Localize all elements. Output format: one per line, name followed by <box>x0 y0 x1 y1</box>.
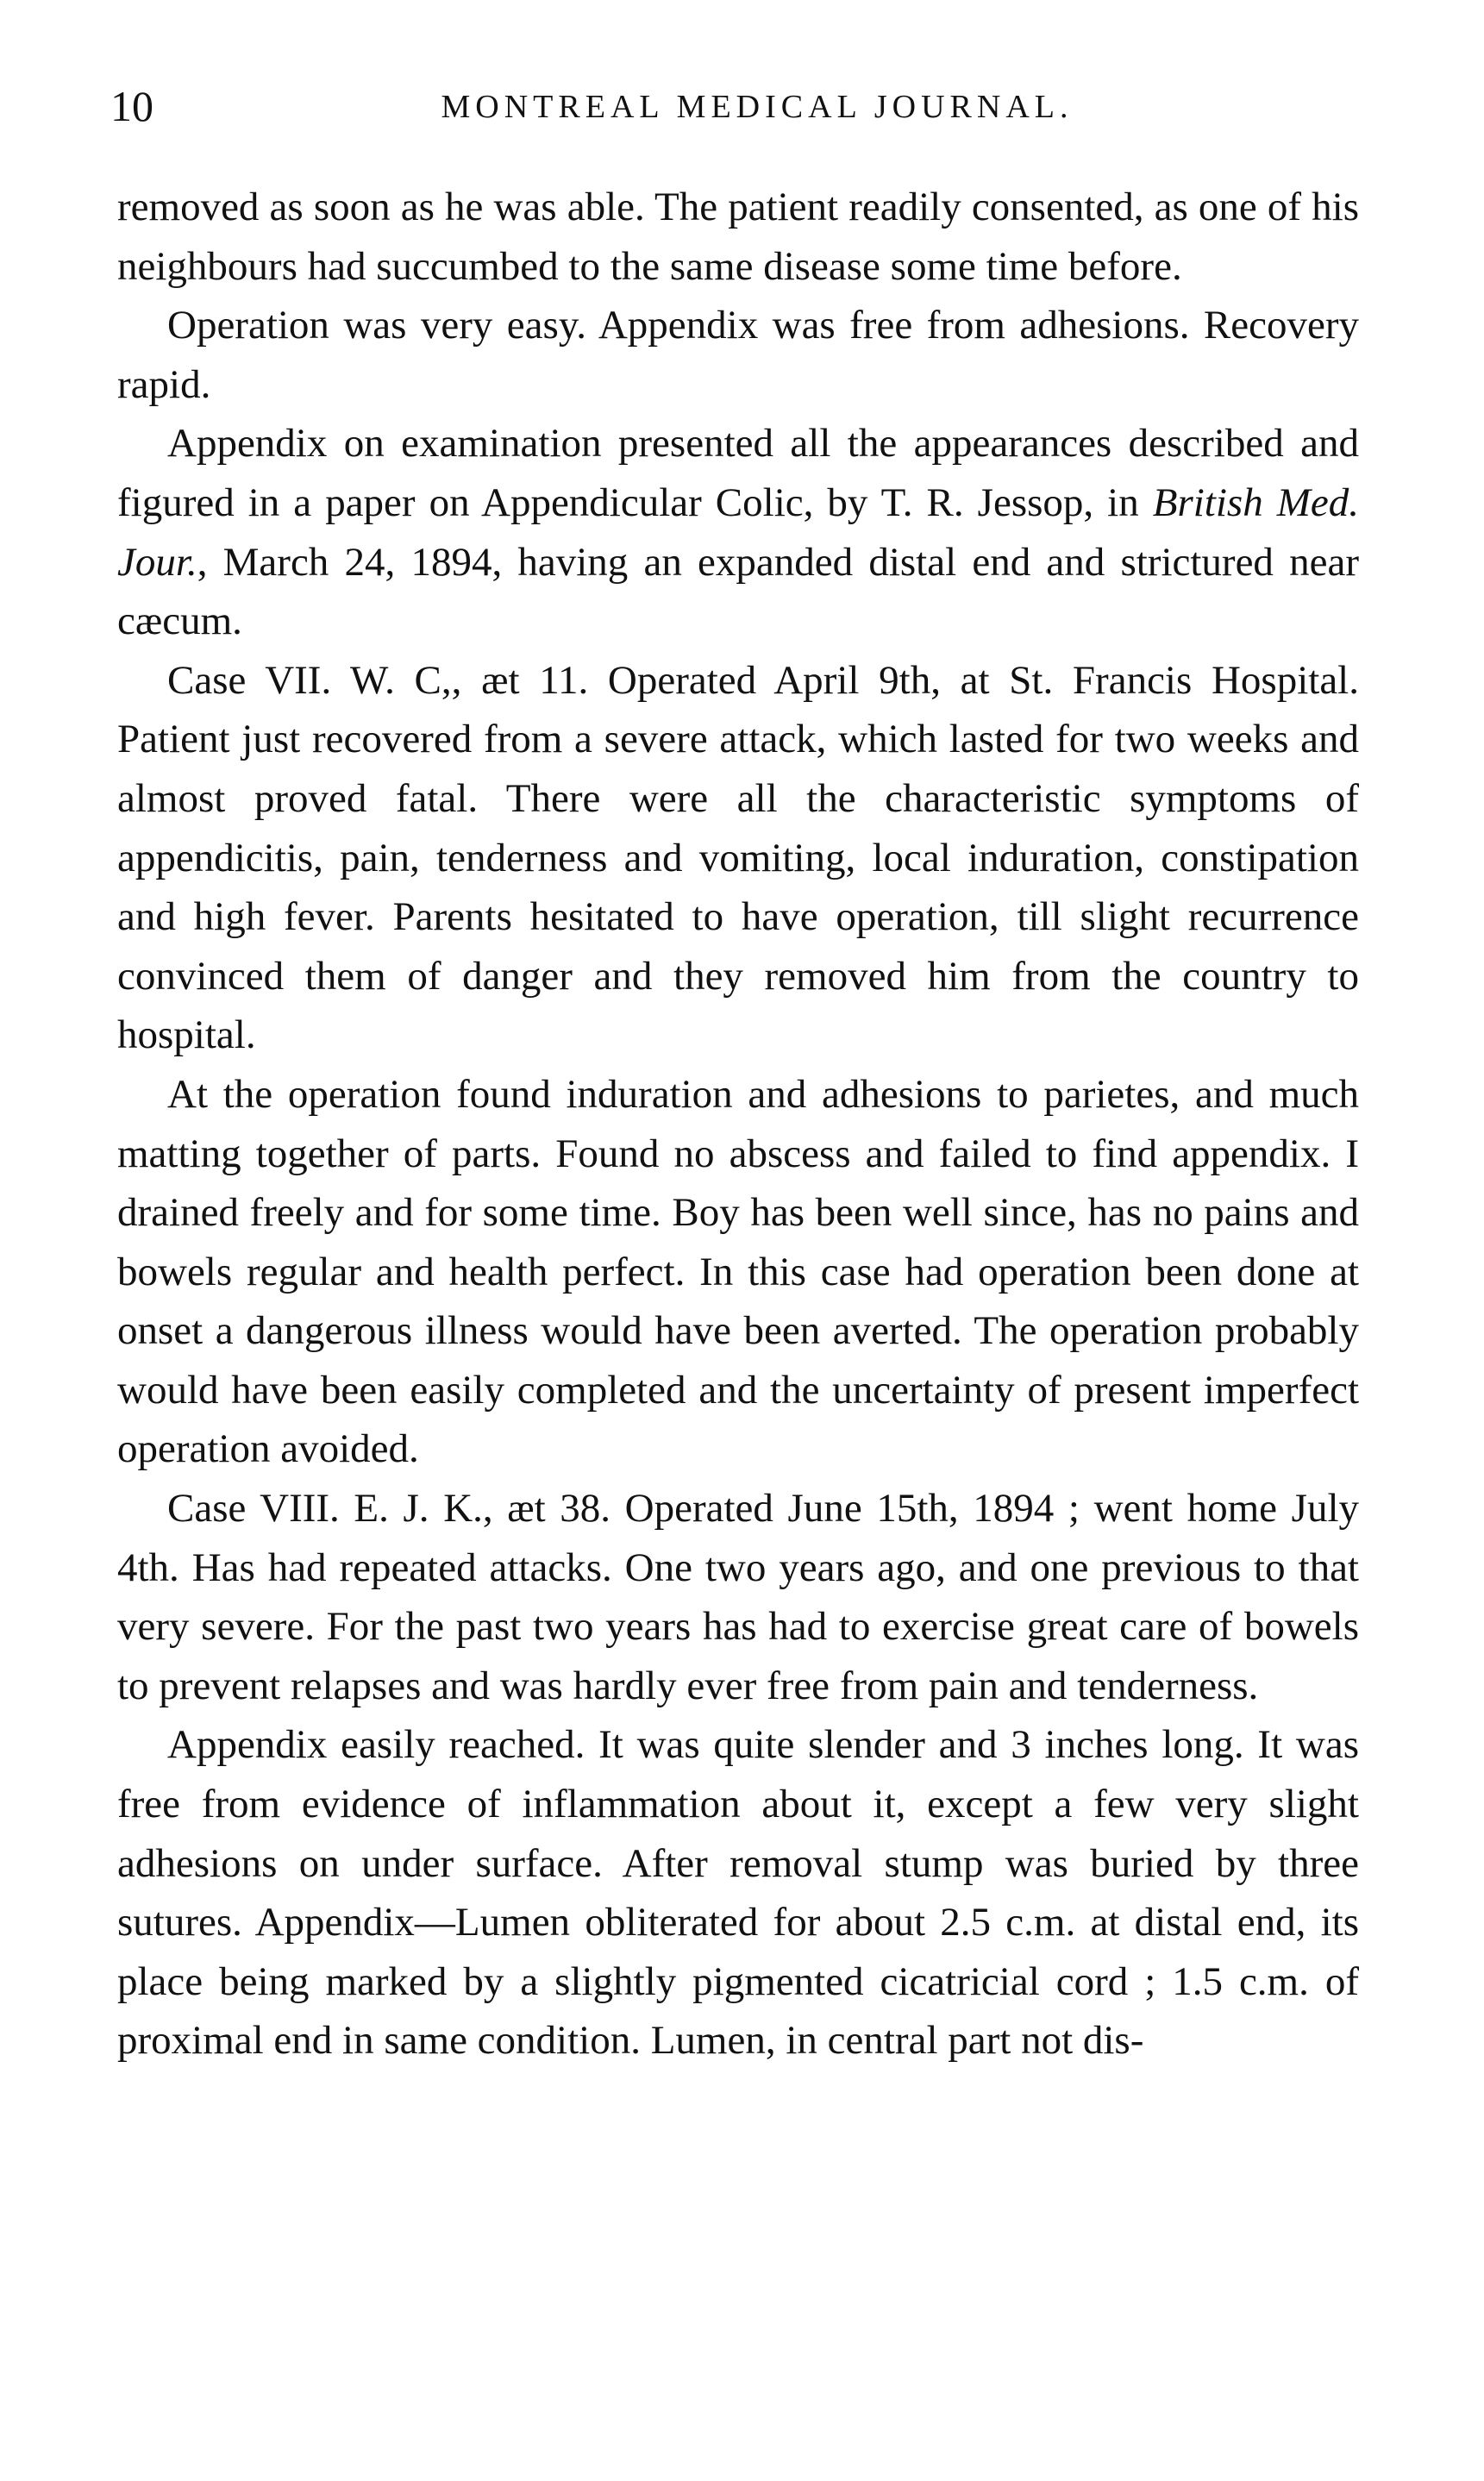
paragraph <box>117 1715 1359 2071</box>
body-text <box>117 178 1359 2071</box>
paragraph-text: Case VII. W. C,, æt 11. Operated April 9th, at St. Francis Hospital. Patient just recovered from a severe attack, which lasted for two weeks and almost proved fatal. There were all the characteristic symptoms of appendicitis, pain, tenderness and vomiting, local induration, constipation and high fever. Parents hesitated to have operation, till slight recurrence convinced them of danger and they removed him from the country to hospital. <box>117 657 1359 1058</box>
paragraph-text: Appendix on examination presented all the appearances described and figured in a paper on Appendicular Colic, by T. R. Jessop, in <box>117 421 1359 525</box>
paragraph-text: Appendix easily reached. It was quite slender and 3 inches long. It was free from evidence of inflammation about it, except a few very slight adhesions on under surface. After removal stump was buried by three sutures. Appendix—Lumen obliterated for about 2.5 c.m. at distal end, its place being marked by a slightly pigmented cicatricial cord ; 1.5 c.m. of proximal end in same condition. Lumen, in central part not dis- <box>117 1722 1359 2064</box>
paragraph <box>117 296 1359 414</box>
paragraph <box>117 414 1359 650</box>
paragraph <box>117 1479 1359 1715</box>
paragraph <box>117 178 1359 296</box>
italic-citation: British Med. Jour. <box>117 479 1359 585</box>
paragraph <box>117 651 1359 1065</box>
paragraph <box>117 1065 1359 1479</box>
page-number: 10 <box>110 82 153 130</box>
paragraph-text: Operation was very easy. Appendix was free from adhesions. Recovery rapid. <box>117 303 1359 407</box>
paragraph-text: Case VIII. E. J. K., æt 38. Operated June 15th, 1894 ; went home July 4th. Has had repeated attacks. One two years ago, and one previous to that very severe. For the past two years has had to exercise great care of bowels to prevent relapses and was hardly ever free from pain and tenderness. <box>117 1486 1359 1708</box>
paragraph-text: removed as soon as he was able. The patient readily consented, as one of his neighbours had succumbed to the same disease some time before. <box>117 185 1359 289</box>
paragraph-text: , March 24, 1894, having an expanded distal end and strictured near cæcum. <box>117 539 1359 644</box>
page-header <box>110 76 1369 145</box>
running-head: MONTREAL MEDICAL JOURNAL. <box>441 89 1074 125</box>
paragraph-text: At the operation found induration and adhesions to parietes, and much matting together of parts. Found no abscess and failed to find appendix. I drained freely and for some time. Boy has been well since, has no pains and bowels regular and health perfect. In this case had operation been done at onset a dangerous illness would have been averted. The operation probably would have been easily completed and the uncertainty of present imperfect operation avoided. <box>117 1071 1359 1472</box>
